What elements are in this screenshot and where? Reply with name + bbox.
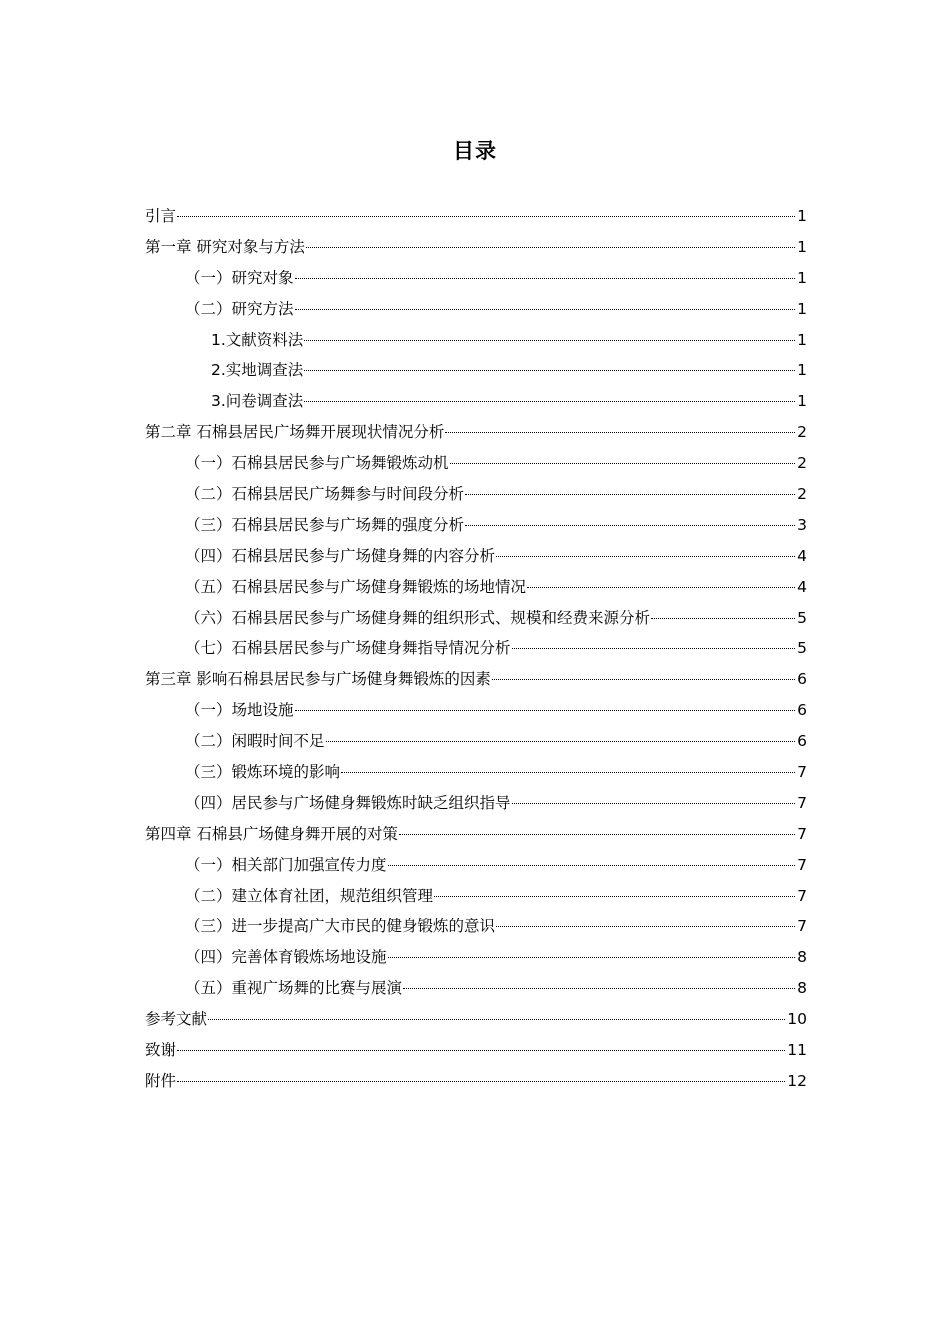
toc-entry[interactable] xyxy=(145,479,807,510)
toc-entry[interactable] xyxy=(145,881,807,912)
toc-entry-page-number: 7 xyxy=(797,793,807,812)
toc-entry-label: （一）石棉县居民参与广场舞锻炼动机 xyxy=(185,454,449,473)
toc-entry[interactable] xyxy=(145,232,807,263)
toc-entry[interactable] xyxy=(145,386,807,417)
toc-entry[interactable] xyxy=(145,417,807,448)
toc-entry-label: （五）重视广场舞的比赛与展演 xyxy=(185,979,403,998)
toc-dot-leader xyxy=(465,493,795,495)
toc-dot-leader xyxy=(512,647,796,649)
toc-entry-label: 1.文献资料法 xyxy=(211,330,304,349)
toc-entry-label: （六）石棉县居民参与广场健身舞的组织形式、规模和经费来源分析 xyxy=(185,608,651,627)
toc-entry[interactable] xyxy=(145,1004,807,1035)
toc-entry[interactable] xyxy=(145,263,807,294)
toc-entry-page-number: 1 xyxy=(797,392,807,411)
toc-entry-page-number: 8 xyxy=(797,979,807,998)
toc-entry-label: （一）研究对象 xyxy=(185,268,294,287)
toc-entry-label: 附件 xyxy=(145,1071,177,1090)
toc-entry-page-number: 5 xyxy=(797,639,807,658)
toc-entry-label: （五）石棉县居民参与广场健身舞锻炼的场地情况 xyxy=(185,577,527,596)
toc-entry-page-number: 7 xyxy=(797,855,807,874)
toc-entry-label: 3.问卷调查法 xyxy=(211,392,304,411)
toc-entry[interactable] xyxy=(145,448,807,479)
toc-dot-leader xyxy=(304,369,795,371)
toc-entry-label: 第一章 研究对象与方法 xyxy=(145,237,305,256)
toc-dot-leader xyxy=(399,833,795,835)
toc-entry-page-number: 7 xyxy=(797,763,807,782)
toc-list xyxy=(145,201,807,1097)
toc-dot-leader xyxy=(388,956,796,958)
toc-title: 目录 xyxy=(453,139,497,163)
toc-entry[interactable] xyxy=(145,819,807,850)
toc-entry-label: 2.实地调查法 xyxy=(211,361,304,380)
toc-dot-leader xyxy=(388,864,796,866)
toc-entry-label: （三）石棉县居民参与广场舞的强度分析 xyxy=(185,515,465,534)
toc-entry-page-number: 10 xyxy=(787,1010,807,1029)
toc-entry-page-number: 3 xyxy=(797,515,807,534)
toc-entry-page-number: 1 xyxy=(797,237,807,256)
toc-entry-label: 引言 xyxy=(145,207,177,225)
toc-dot-leader xyxy=(434,895,795,897)
toc-dot-leader xyxy=(177,1080,785,1082)
toc-entry-label: 第四章 石棉县广场健身舞开展的对策 xyxy=(145,824,398,843)
toc-dot-leader xyxy=(326,740,796,742)
toc-entry[interactable] xyxy=(145,850,807,881)
toc-entry-label: （三）进一步提高广大市民的健身锻炼的意识 xyxy=(185,917,496,936)
toc-dot-leader xyxy=(403,987,795,989)
toc-entry[interactable] xyxy=(145,603,807,634)
toc-dot-leader xyxy=(450,462,796,464)
toc-entry[interactable] xyxy=(145,1066,807,1097)
toc-entry-page-number: 2 xyxy=(797,485,807,504)
toc-entry-page-number: 7 xyxy=(797,824,807,843)
toc-entry-label: （四）居民参与广场健身舞锻炼时缺乏组织指导 xyxy=(185,793,511,812)
toc-dot-leader xyxy=(208,1018,785,1020)
toc-entry-page-number: 1 xyxy=(797,299,807,318)
toc-entry-page-number: 1 xyxy=(797,268,807,287)
toc-dot-leader xyxy=(445,431,795,433)
toc-entry-label: （二）石棉县居民广场舞参与时间段分析 xyxy=(185,485,465,504)
toc-entry-page-number: 12 xyxy=(787,1071,807,1090)
toc-entry-page-number: 8 xyxy=(797,948,807,967)
toc-entry-page-number: 2 xyxy=(797,454,807,473)
toc-entry[interactable] xyxy=(145,541,807,572)
toc-entry[interactable] xyxy=(145,1035,807,1066)
toc-dot-leader xyxy=(341,771,795,773)
toc-entry-label: 第三章 影响石棉县居民参与广场健身舞锻炼的因素 xyxy=(145,670,491,689)
toc-entry-label: 参考文献 xyxy=(145,1010,208,1029)
toc-entry[interactable] xyxy=(145,788,807,819)
toc-dot-leader xyxy=(304,339,795,341)
toc-entry-label: （四）完善体育锻炼场地设施 xyxy=(185,948,387,967)
toc-entry[interactable] xyxy=(145,294,807,325)
toc-dot-leader xyxy=(295,308,796,310)
toc-dot-leader xyxy=(527,586,795,588)
toc-entry-label: （七）石棉县居民参与广场健身舞指导情况分析 xyxy=(185,639,511,658)
toc-entry-page-number: 1 xyxy=(797,207,807,225)
toc-dot-leader xyxy=(492,678,795,680)
toc-entry-page-number: 7 xyxy=(797,917,807,936)
toc-entry[interactable] xyxy=(145,726,807,757)
toc-dot-leader xyxy=(496,925,795,927)
toc-dot-leader xyxy=(496,555,795,557)
toc-entry-label: 致谢 xyxy=(145,1041,177,1060)
toc-entry[interactable] xyxy=(145,973,807,1004)
toc-entry[interactable] xyxy=(145,664,807,695)
toc-entry[interactable] xyxy=(145,942,807,973)
toc-entry-page-number: 7 xyxy=(797,886,807,905)
toc-entry-page-number: 6 xyxy=(797,732,807,751)
toc-entry[interactable] xyxy=(145,355,807,386)
toc-entry-page-number: 4 xyxy=(797,546,807,565)
toc-entry[interactable] xyxy=(145,911,807,942)
toc-entry[interactable] xyxy=(145,510,807,541)
toc-entry[interactable] xyxy=(145,757,807,788)
toc-dot-leader xyxy=(465,524,795,526)
toc-dot-leader xyxy=(651,617,795,619)
toc-entry-page-number: 1 xyxy=(797,361,807,380)
toc-entry-label: （一）场地设施 xyxy=(185,701,294,720)
toc-entry-label: （二）闲暇时间不足 xyxy=(185,732,325,751)
toc-entry-page-number: 2 xyxy=(797,423,807,442)
toc-entry-page-number: 4 xyxy=(797,577,807,596)
toc-entry-label: 第二章 石棉县居民广场舞开展现状情况分析 xyxy=(145,423,445,442)
toc-entry[interactable] xyxy=(145,201,807,232)
toc-entry-page-number: 5 xyxy=(797,608,807,627)
toc-entry-page-number: 1 xyxy=(797,330,807,349)
toc-entry-label: （四）石棉县居民参与广场健身舞的内容分析 xyxy=(185,546,496,565)
toc-entry[interactable] xyxy=(145,695,807,726)
toc-entry-label: （二）建立体育社团，规范组织管理 xyxy=(185,886,434,905)
toc-entry-page-number: 11 xyxy=(787,1041,807,1060)
toc-dot-leader xyxy=(306,246,795,248)
toc-entry[interactable] xyxy=(145,572,807,603)
toc-entry-page-number: 6 xyxy=(797,670,807,689)
toc-dot-leader xyxy=(295,709,796,711)
toc-entry[interactable] xyxy=(145,325,807,356)
toc-entry[interactable] xyxy=(145,633,807,664)
toc-dot-leader xyxy=(512,802,796,804)
toc-entry-label: （一）相关部门加强宣传力度 xyxy=(185,855,387,874)
toc-dot-leader xyxy=(295,277,796,279)
toc-dot-leader xyxy=(177,1049,785,1051)
toc-dot-leader xyxy=(304,400,795,402)
toc-dot-leader xyxy=(177,215,795,217)
toc-entry-label: （三）锻炼环境的影响 xyxy=(185,763,341,782)
toc-entry-page-number: 6 xyxy=(797,701,807,720)
toc-entry-label: （二）研究方法 xyxy=(185,299,294,318)
